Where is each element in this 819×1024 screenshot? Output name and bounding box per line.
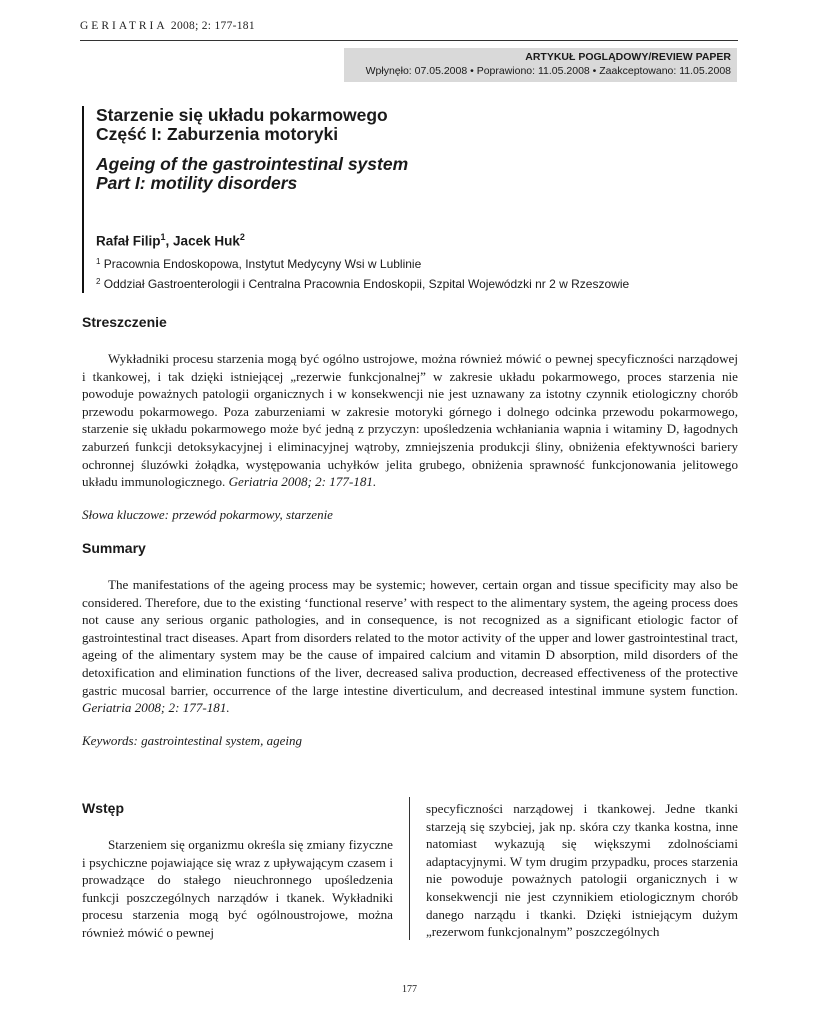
abstract-en-citation: Geriatria 2008; 2: 177-181. xyxy=(82,700,230,716)
affiliation xyxy=(96,253,736,273)
authors xyxy=(96,229,736,250)
article-meta-box xyxy=(344,48,737,82)
intro-heading: Wstęp xyxy=(82,800,124,816)
title-pl-line1: Starzenie się układu pokarmowego xyxy=(96,105,388,125)
journal-header xyxy=(80,20,255,32)
abstract-en-heading: Summary xyxy=(82,540,146,556)
abstract-en-text: The manifestations of the ageing process may be systemic; however, certain organ and tissue specificity may also be considered. Therefore, due to the existing ‘functional reserve’ with respect to the alimentary system, the ageing process does not cause any serious organic pathologies, and in consequence, is not recognized as a significant etiologic factor of gastrointestinal tract diseases. Apart from disorders related to the motor activity of the upper and lower gastrointestinal tract, ageing of the alimentary system may be the cause of impaired calcium and vitamin D absorption, mild disorders of the detoxification and elimination functions of the liver, decreased saliva production, decreased effectiveness of the protective gastric mucosal barrier, occurrence of the large intestine diverticulum, and decreased intestinal immune system function. xyxy=(82,577,738,698)
title-block xyxy=(82,106,736,293)
author-affil-ref: 1 xyxy=(160,232,166,242)
affiliation-number: 1 xyxy=(96,256,101,266)
affiliation-number: 2 xyxy=(96,276,101,286)
abstract-pl-citation: Geriatria 2008; 2: 177-181. xyxy=(228,474,377,490)
author-name: Jacek Huk xyxy=(173,233,240,249)
title-en-line2: Part I: motility disorders xyxy=(96,173,298,193)
keywords-en: Keywords: gastrointestinal system, ageing xyxy=(82,733,303,748)
header-rule xyxy=(80,40,738,41)
affiliation xyxy=(96,273,736,293)
page-number: 177 xyxy=(402,984,417,995)
author-separator: , xyxy=(165,233,174,249)
journal-name: GERIATRIA xyxy=(80,20,168,32)
affiliation-text: Oddział Gastroenterologii i Centralna Pracownia Endoskopii, Szpital Wojewódzki nr 2 w Rzeszowie xyxy=(103,276,630,291)
affiliation-text: Pracownia Endoskopowa, Instytut Medycyny Wsi w Lublinie xyxy=(103,256,422,271)
journal-citation: 2008; 2: 177-181 xyxy=(170,20,255,32)
title-pl-line2: Część I: Zaburzenia motoryki xyxy=(96,124,339,144)
abstract-en-body xyxy=(82,576,738,717)
keywords-pl: Słowa kluczowe: przewód pokarmowy, starzenie xyxy=(82,507,333,522)
intro-column-1: Starzeniem się organizmu określa się zmiany fizyczne i psychiczne pojawiające się wraz z upływającym czasem i prowadzące do stałego nieuchronnego upośledzenia funkcji poszczególnych narządów i tkanek. Wykładniki procesu starzenia mogą być ogólnoustrojowe, można również mówić o pewnej xyxy=(82,837,393,940)
article-dates: Wpłynęło: 07.05.2008 • Poprawiono: 11.05.2008 • Zaakceptowano: 11.05.2008 xyxy=(365,65,731,77)
article-type: ARTYKUŁ POGLĄDOWY/REVIEW PAPER xyxy=(525,51,731,63)
abstract-pl-heading: Streszczenie xyxy=(82,314,167,330)
abstract-pl-body xyxy=(82,350,738,491)
author-affil-ref: 2 xyxy=(239,232,245,242)
abstract-pl-text: Wykładniki procesu starzenia mogą być ogólno ustrojowe, można również mówić o pewnej specyficzności narządowej i tkankowej, i tak dzięki istniejącej „rezerwie funkcjonalnej” w zakresie układu pokarmowego, proces starzenia nie powoduje poważnych patologii organicznych i w konsekwencji nie jest uznawany za istotny czynnik etiologiczny chorób przewodu pokarmowego. Poza zaburzeniami w zakresie motoryki górnego i dolnego odcinka przewodu pokarmowego, starzenie się układu pokarmowego może być jedną z przyczyn: upośledzenia wchłaniania wapnia i witaminy D, łagodnych zaburzeń funkcji detoksykacyjnej i eliminacyjnej wątroby, zmniejszenia produkcji śliny, obniżenia efektywności bariery ochronnej śluzówki żołądka, występowania uchyłków jelita grubego, obniżenia sprawność funkcjonowania jelitowego układu immunologicznego. xyxy=(82,351,738,490)
column-divider xyxy=(409,797,410,940)
intro-column-2: specyficzności narządowej i tkankowej. Jedne tkanki starzeją się szybciej, jak np. skóra czy tkanka kostna, inne natomiast wykazują się większymi zdolnościami adaptacyjnymi. W tym drugim przypadku, proces starzenia nie powoduje poważnych patologii organicznych i w konsekwencji nie jest czynnikiem etiologicznym chorób danego narządu i tkanki. Dzięki istniejącym dużym „rezerwom funkcjonalnym” poszczególnych xyxy=(426,801,738,940)
author-name: Rafał Filip xyxy=(96,233,161,249)
title-en-line1: Ageing of the gastrointestinal system xyxy=(96,154,409,174)
